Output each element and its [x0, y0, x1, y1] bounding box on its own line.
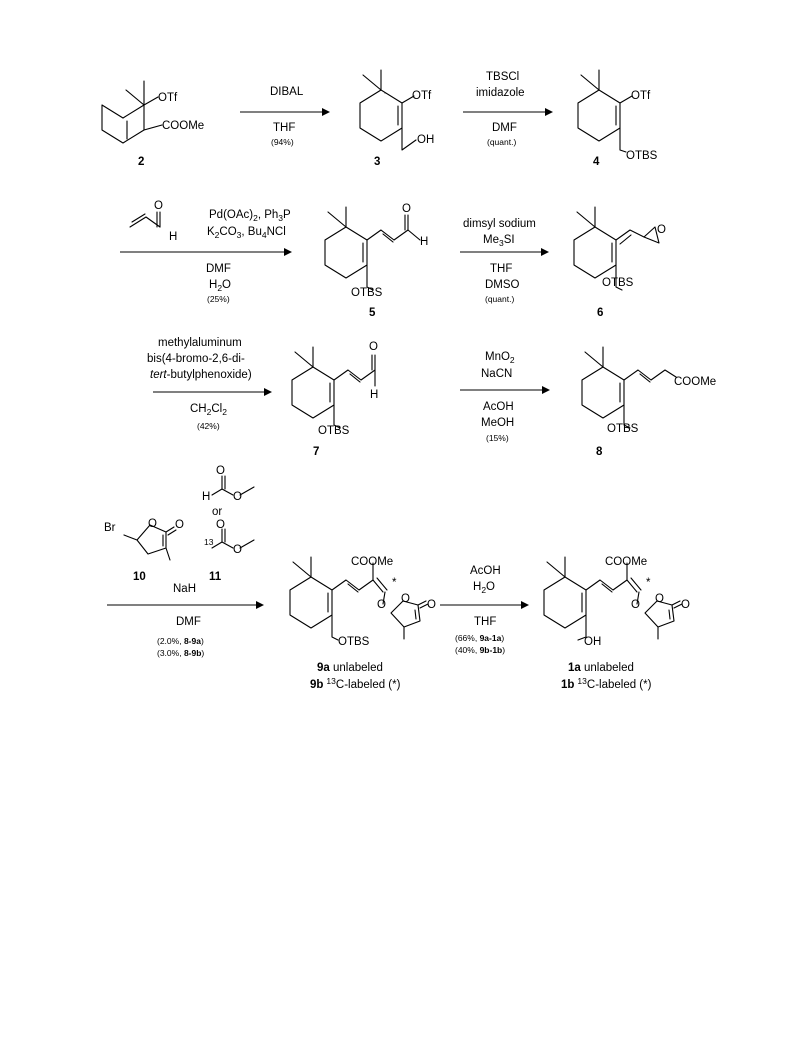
step1-solvent-thf: THF — [273, 122, 296, 134]
compound-7-otbs-label: OTBS — [318, 425, 350, 437]
acrolein-structure — [130, 212, 160, 227]
compound-5-number: 5 — [369, 307, 376, 319]
step2-reagent-tbscl: TBSCl — [486, 71, 520, 83]
13c-formate-o-carbonyl: O — [216, 519, 225, 531]
methyl-formate-h: H — [202, 491, 211, 503]
compound-2-otf-label: OTf — [158, 92, 178, 104]
compound-9-13c-star: * — [392, 577, 397, 589]
compound-6-otbs-label: OTBS — [602, 277, 634, 289]
step3-solvent-water: $H_2O$ — [209, 279, 231, 293]
compound-5-o-label: O — [402, 203, 411, 215]
compound-1-coome-label: COOMe — [605, 556, 648, 568]
compound-5-otbs-label: OTBS — [351, 287, 383, 299]
compound-10-ring-o-label: O — [148, 518, 157, 530]
compound-1-ether-o-label: O — [631, 599, 640, 611]
compound-1-carbonyl-o-label: O — [681, 599, 690, 611]
compound-11-number: 11 — [209, 571, 222, 583]
step7-solvent-dmf: DMF — [176, 616, 201, 628]
step5-reagent-line2: bis(4-bromo-2,6-di- — [147, 353, 245, 365]
step3-reagent-catalyst: $Pd(OAc)_2$, $Ph_3P$ — [209, 209, 291, 223]
step2-solvent-dmf: DMF — [492, 122, 517, 134]
compound-3-structure — [360, 70, 416, 150]
compound-9-coome-label: COOMe — [351, 556, 394, 568]
step7-yield-9b: (3.0%, 8-9b) — [157, 648, 205, 658]
compound-10-br-label: Br — [104, 522, 116, 534]
step6-yield: (15%) — [486, 433, 509, 443]
step6-reagent-nacn: NaCN — [481, 368, 513, 380]
compound-2-number: 2 — [138, 156, 145, 168]
step7-reagent-nah: NaH — [173, 583, 197, 595]
compound-7-number: 7 — [313, 446, 320, 458]
step6-reagent-mno2: MnO$_2$ — [485, 351, 515, 365]
methyl-formate-o-ester: O — [233, 491, 242, 503]
compound-1-ring-o-label: O — [655, 593, 664, 605]
step4-yield: (quant.) — [485, 294, 515, 304]
compound-9-ether-o-label: O — [377, 599, 386, 611]
step3-yield: (25%) — [207, 294, 230, 304]
compound-1b-caption: 1b $^{13}$C-labeled (*) — [561, 676, 652, 691]
compound-9-otbs-label: OTBS — [338, 636, 370, 648]
compound-7-structure — [292, 347, 375, 428]
step6-solvent-acoh: AcOH — [483, 401, 514, 413]
step5-reagent-line1: methylaluminum — [158, 337, 242, 349]
step6-solvent-meoh: MeOH — [481, 417, 515, 429]
compound-9b-caption: 9b $^{13}$C-labeled (*) — [310, 676, 401, 691]
step2-yield: (quant.) — [487, 137, 517, 147]
reagent-or-text: or — [212, 506, 223, 518]
compound-3-oh-label: OH — [417, 134, 435, 146]
compound-3-otf-label: OTf — [412, 90, 432, 102]
13c-formate-isotope-label: 13 — [204, 537, 214, 547]
compound-5-h-label: H — [420, 236, 429, 248]
step5-reagent-line3: tert-butylphenoxide) — [150, 369, 252, 381]
compound-2-structure — [102, 81, 162, 143]
acrolein-o-label: O — [154, 200, 163, 212]
compound-2-coome-label: COOMe — [162, 120, 205, 132]
step1-yield: (94%) — [271, 137, 294, 147]
methyl-formate-o-carbonyl: O — [216, 465, 225, 477]
compound-9-ring-o-label: O — [401, 593, 410, 605]
compound-6-number: 6 — [597, 307, 604, 319]
step8-solvent-thf: THF — [474, 616, 497, 628]
compound-8-otbs-label: OTBS — [607, 423, 639, 435]
step4-reagent-me3si: $Me_3SI$ — [483, 234, 515, 248]
step5-solvent-ch2cl2: $CH_2Cl_2$ — [190, 403, 227, 417]
compound-9-carbonyl-o-label: O — [427, 599, 436, 611]
compound-1-13c-star: * — [646, 577, 651, 589]
step2-reagent-imidazole: imidazole — [476, 87, 525, 99]
compound-10-carbonyl-o-label: O — [175, 519, 184, 531]
compound-4-otf-label: OTf — [631, 90, 651, 102]
compound-7-h-label: H — [370, 389, 379, 401]
step7-yield-9a: (2.0%, 8-9a) — [157, 636, 204, 646]
compound-8-coome-label: COOMe — [674, 376, 717, 388]
compound-7-o-label: O — [369, 341, 378, 353]
13c-formate-o-ester: O — [233, 544, 242, 556]
compound-9a-caption: 9a unlabeled — [317, 662, 383, 674]
compound-8-structure — [582, 347, 676, 428]
compound-6-epoxide-o-label: O — [657, 224, 666, 236]
step3-solvent-dmf: DMF — [206, 263, 231, 275]
compound-4-otbs-label: OTBS — [626, 150, 658, 162]
compound-1-oh-label: OH — [584, 636, 602, 648]
step4-solvent-dmso: DMSO — [485, 279, 520, 291]
compound-8-number: 8 — [596, 446, 603, 458]
step1-reagent-dibal: DIBAL — [270, 86, 304, 98]
step8-yield-1a: (66%, 9a-1a) — [455, 633, 505, 643]
compound-4-structure — [578, 70, 632, 152]
step4-reagent-dimsyl-sodium: dimsyl sodium — [463, 218, 536, 230]
compound-4-number: 4 — [593, 156, 600, 168]
step8-reagent-acoh: AcOH — [470, 565, 501, 577]
step8-yield-1b: (40%, 9b-1b) — [455, 645, 506, 655]
step3-reagent-base: $K_2CO_3$, $Bu_4NCl$ — [207, 226, 286, 240]
step8-reagent-water: $H_2O$ — [473, 581, 495, 595]
compound-5-structure — [325, 207, 420, 290]
compound-10-number: 10 — [133, 571, 146, 583]
step4-solvent-thf: THF — [490, 263, 513, 275]
compound-3-number: 3 — [374, 156, 381, 168]
step5-yield: (42%) — [197, 421, 220, 431]
compound-1a-caption: 1a unlabeled — [568, 662, 634, 674]
compound-10-structure — [124, 525, 176, 560]
acrolein-h-label: H — [169, 231, 178, 243]
